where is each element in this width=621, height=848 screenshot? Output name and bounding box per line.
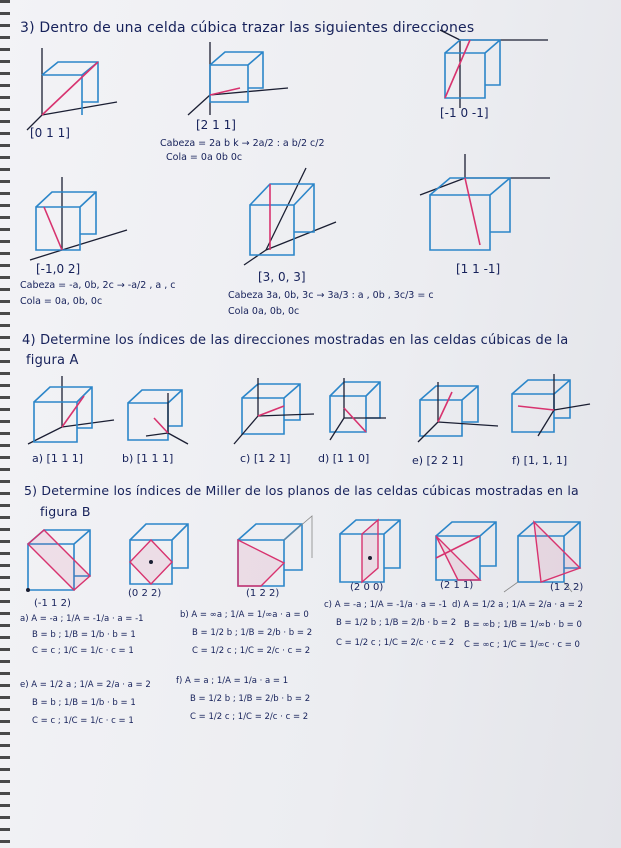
label-4d: d) [1 1 0] xyxy=(318,452,370,465)
section5-heading: 5) Determine los índices de Miller de los planos de las celdas cúbicas mostradas en la xyxy=(24,483,579,498)
cube-4e xyxy=(412,376,502,451)
cube-5a xyxy=(22,520,107,600)
sol-b-3: C = 1/2 c ; 1/C = 2/c · c = 2 xyxy=(192,646,311,656)
cube-3a xyxy=(22,40,132,125)
section3-heading: 3) Dentro de una celda cúbica trazar las siguientes direcciones xyxy=(20,20,475,36)
label-4b: b) [1 1 1] xyxy=(122,452,174,465)
cube-4d xyxy=(320,374,395,454)
cube-4b xyxy=(118,378,203,453)
cube-5c xyxy=(228,510,328,595)
sol-f-1: f) A = a ; 1/A = 1/a · a = 1 xyxy=(176,676,289,686)
cube-4f xyxy=(504,370,594,450)
sol-d-3: C = ∞c ; 1/C = 1/∞c · c = 0 xyxy=(464,640,580,650)
cube-3c xyxy=(430,28,560,113)
cube-5b xyxy=(122,510,202,595)
note-303-tail: Cola 0a, 0b, 0c xyxy=(228,306,300,317)
label-3d: [-1,0 2] xyxy=(36,262,81,276)
sol-e-1: e) A = 1/2 a ; 1/A = 2/a · a = 2 xyxy=(20,680,151,690)
sol-f-3: C = 1/2 c ; 1/C = 2/c · c = 2 xyxy=(190,712,309,722)
sol-b-2: B = 1/2 b ; 1/B = 2/b · b = 2 xyxy=(192,628,313,638)
sol-c-1: c) A = -a ; 1/A = -1/a · a = -1 xyxy=(324,600,448,610)
label-3f: [1 1 -1] xyxy=(456,262,501,276)
note-211-tail: Cola = 0a 0b 0c xyxy=(166,152,243,163)
sol-d-2: B = ∞b ; 1/B = 1/∞b · b = 0 xyxy=(464,620,582,630)
label-3e: [3, 0, 3] xyxy=(258,270,306,284)
label-5b: (0 2 2) xyxy=(128,588,162,599)
cube-3e xyxy=(236,160,346,270)
sol-f-2: B = 1/2 b ; 1/B = 2/b · b = 2 xyxy=(190,694,311,704)
sol-c-2: B = 1/2 b ; 1/B = 2/b · b = 2 xyxy=(336,618,457,628)
note-211-head: Cabeza = 2a b k → 2a/2 : a b/2 c/2 xyxy=(160,138,325,149)
sol-d-1: d) A = 1/2 a ; 1/A = 2/a · a = 2 xyxy=(452,600,583,610)
section4-heading: 4) Determine los índices de las direcciones mostradas en las celdas cúbicas de la xyxy=(22,333,569,348)
label-5f: (1 2 2) xyxy=(550,582,584,593)
cube-3f xyxy=(410,150,540,260)
note-102-tail: Cola = 0a, 0b, 0c xyxy=(20,296,103,307)
label-4f: f) [1, 1, 1] xyxy=(512,454,568,467)
cube-4a xyxy=(22,372,117,452)
sol-e-3: C = c ; 1/C = 1/c · c = 1 xyxy=(32,716,134,726)
note-102-head: Cabeza = -a, 0b, 2c → -a/2 , a , c xyxy=(20,280,176,291)
label-4a: a) [1 1 1] xyxy=(32,452,84,465)
cube-5f xyxy=(510,512,600,592)
label-3b: [2 1 1] xyxy=(196,118,236,132)
section4-heading-figure: figura A xyxy=(26,353,79,368)
label-3a: [0 1 1] xyxy=(30,126,70,140)
label-4c: c) [1 2 1] xyxy=(240,452,291,465)
spiral-binding xyxy=(0,0,10,848)
label-5a: (-1 1 2) xyxy=(34,598,71,609)
sol-a-3: C = c ; 1/C = 1/c · c = 1 xyxy=(32,646,134,656)
sol-a-2: B = b ; 1/B = 1/b · b = 1 xyxy=(32,630,136,640)
label-5c: (1 2 2) xyxy=(246,588,280,599)
label-5e: (2 1 1) xyxy=(440,580,474,591)
sol-a-1: a) A = -a ; 1/A = -1/a · a = -1 xyxy=(20,614,144,624)
cube-4c xyxy=(228,376,318,451)
label-5d: (2 0 0) xyxy=(350,582,384,593)
sol-e-2: B = b ; 1/B = 1/b · b = 1 xyxy=(32,698,136,708)
section5-heading-figure: figura B xyxy=(40,504,91,519)
note-303-head: Cabeza 3a, 0b, 3c → 3a/3 : a , 0b , 3c/3 = c xyxy=(228,290,434,301)
sol-b-1: b) A = ∞a ; 1/A = 1/∞a · a = 0 xyxy=(180,610,309,620)
cube-3d xyxy=(22,172,132,262)
sol-c-3: C = 1/2 c ; 1/C = 2/c · c = 2 xyxy=(336,638,455,648)
label-4e: e) [2 2 1] xyxy=(412,454,464,467)
cube-3b xyxy=(180,40,290,125)
label-3c: [-1 0 -1] xyxy=(440,106,489,120)
